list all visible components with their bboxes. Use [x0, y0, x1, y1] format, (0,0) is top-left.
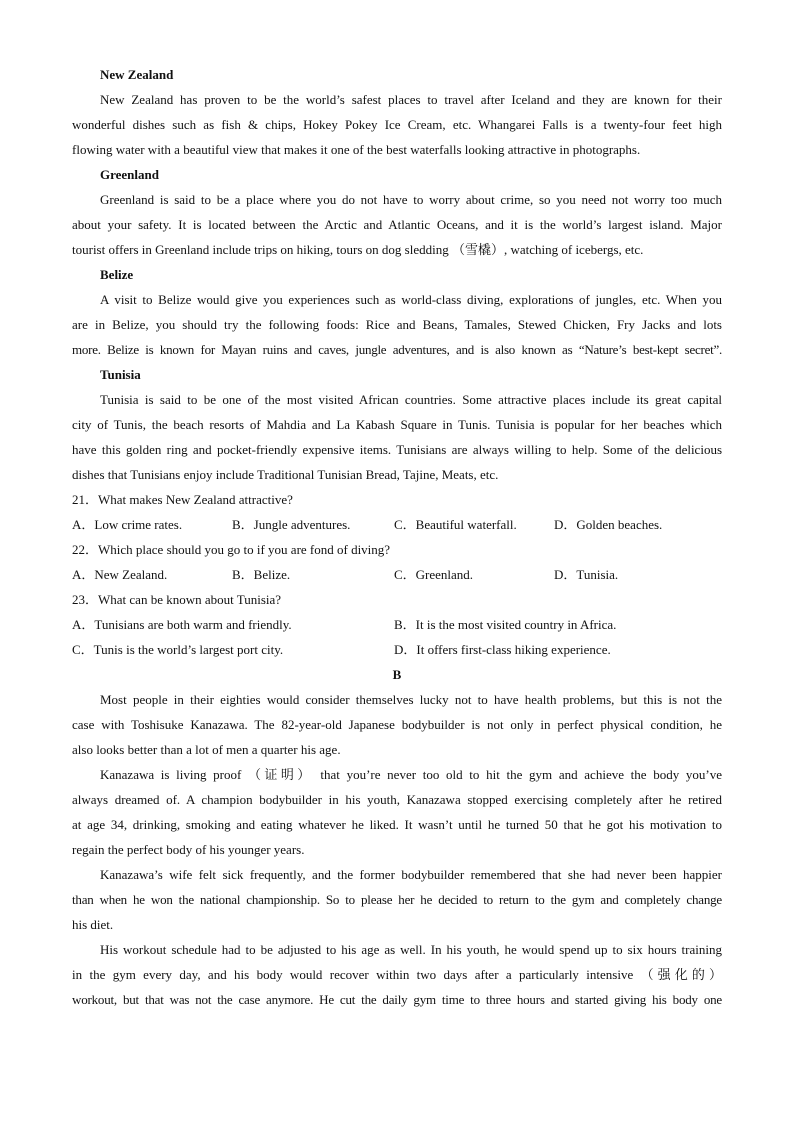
options-23-row2 — [72, 637, 722, 662]
options-21 — [72, 512, 722, 537]
paragraph-line: Kanazawa is living proof （证明） that you’re never too old to hit the gym and achieve the body you’ve — [100, 767, 722, 782]
paragraph-line: dishes that Tunisians enjoy include Traditional Tunisian Bread, Tajine, Meats, etc. — [72, 467, 499, 482]
paragraph-line: regain the perfect body of his younger years. — [72, 842, 305, 857]
paragraph-line: have this golden ring and pocket-friendly expensive items. Tunisians are always willing to help. Some of the delicious — [72, 442, 722, 457]
paragraph-line: his diet. — [72, 917, 114, 932]
option-c[interactable]: C．Greenland. — [394, 567, 474, 582]
heading-tunisia: Tunisia — [100, 367, 141, 382]
paragraph-line: Greenland is said to be a place where you do not have to worry about crime, so you need not worry too much — [100, 192, 722, 207]
option-b[interactable]: B．It is the most visited country in Africa. — [394, 617, 617, 632]
paragraph-line: about your safety. It is located between the Arctic and Atlantic Oceans, and it is the world’s largest island. Major — [72, 217, 722, 232]
option-a[interactable]: A．Low crime rates. — [72, 517, 183, 532]
paragraph-line: in the gym every day, and his body would recover within two days after a particularly intensive （强化的） — [72, 967, 722, 982]
question-23: 23．What can be known about Tunisia? — [72, 592, 282, 607]
option-a[interactable]: A．Tunisians are both warm and friendly. — [72, 617, 292, 632]
paragraph-line: also looks better than a lot of men a quarter his age. — [72, 742, 341, 757]
paragraph-line: always dreamed of. A champion bodybuilder in his youth, Kanazawa stopped exercising completely after he retired — [72, 792, 722, 807]
paragraph-line: His workout schedule had to be adjusted to his age as well. In his youth, he would spend up to six hours training — [100, 942, 722, 957]
paragraph-line: case with Toshisuke Kanazawa. The 82-year-old Japanese bodybuilder is not only in perfect physical condition, he — [72, 717, 722, 732]
option-c[interactable]: C．Tunis is the world’s largest port city. — [72, 642, 284, 657]
paragraph-line: at age 34, drinking, smoking and eating whatever he liked. It wasn’t until he turned 50 that he got his motivation to — [72, 817, 722, 832]
option-b[interactable]: B．Belize. — [232, 567, 291, 582]
options-23-row1 — [72, 612, 722, 637]
question-22: 22．Which place should you go to if you are fond of diving? — [72, 542, 391, 557]
option-d[interactable]: D．Golden beaches. — [554, 517, 663, 532]
option-d[interactable]: D．Tunisia. — [554, 567, 619, 582]
paragraph-line: city of Tunis, the beach resorts of Mahdia and La Kabash Square in Tunis. Tunisia is popular for her beaches which — [72, 417, 722, 432]
paragraph-line: New Zealand has proven to be the world’s safest places to travel after Iceland and they are known for their — [100, 92, 722, 107]
option-d[interactable]: D．It offers first-class hiking experience. — [394, 642, 611, 657]
heading-greenland: Greenland — [100, 167, 159, 182]
paragraph-line: workout, but that was not the case anymore. He cut the daily gym time to three hours and started giving his body one — [72, 992, 722, 1007]
question-21: 21．What makes New Zealand attractive? — [72, 492, 293, 507]
exam-page — [72, 62, 722, 1012]
paragraph-line: wonderful dishes such as fish & chips, Hokey Pokey Ice Cream, etc. Whangarei Falls is a twenty-four feet high — [72, 117, 722, 132]
paragraph-line: than when he won the national championship. So to please her he decided to return to the gym and completely change — [72, 892, 722, 907]
option-b[interactable]: B．Jungle adventures. — [232, 517, 351, 532]
paragraph-line: Most people in their eighties would consider themselves lucky not to have health problems, but this is not the — [100, 692, 722, 707]
heading-new-zealand: New Zealand — [100, 67, 174, 82]
option-a[interactable]: A．New Zealand. — [72, 567, 168, 582]
paragraph-line: tourist offers in Greenland include trips on hiking, tours on dog sledding （雪橇）, watching of icebergs, etc. — [72, 242, 644, 257]
paragraph-line: more. Belize is known for Mayan ruins and caves, jungle adventures, and is also known as “Nature’s best-kept secret”. — [72, 342, 722, 357]
paragraph-line: A visit to Belize would give you experiences such as world-class diving, explorations of jungles, etc. When you — [100, 292, 722, 307]
option-c[interactable]: C．Beautiful waterfall. — [394, 517, 517, 532]
heading-belize: Belize — [100, 267, 134, 282]
paragraph-line: Tunisia is said to be one of the most visited African countries. Some attractive places include its great capital — [100, 392, 722, 407]
options-22 — [72, 562, 722, 587]
section-b-title: B — [392, 667, 402, 682]
paragraph-line: are in Belize, you should try the following foods: Rice and Beans, Tamales, Stewed Chicken, Fry Jacks and lots — [72, 317, 722, 332]
paragraph-line: flowing water with a beautiful view that makes it one of the best waterfalls looking attractive in photographs. — [72, 142, 641, 157]
paragraph-line: Kanazawa’s wife felt sick frequently, and the former bodybuilder remembered that she had never been happier — [100, 867, 722, 882]
